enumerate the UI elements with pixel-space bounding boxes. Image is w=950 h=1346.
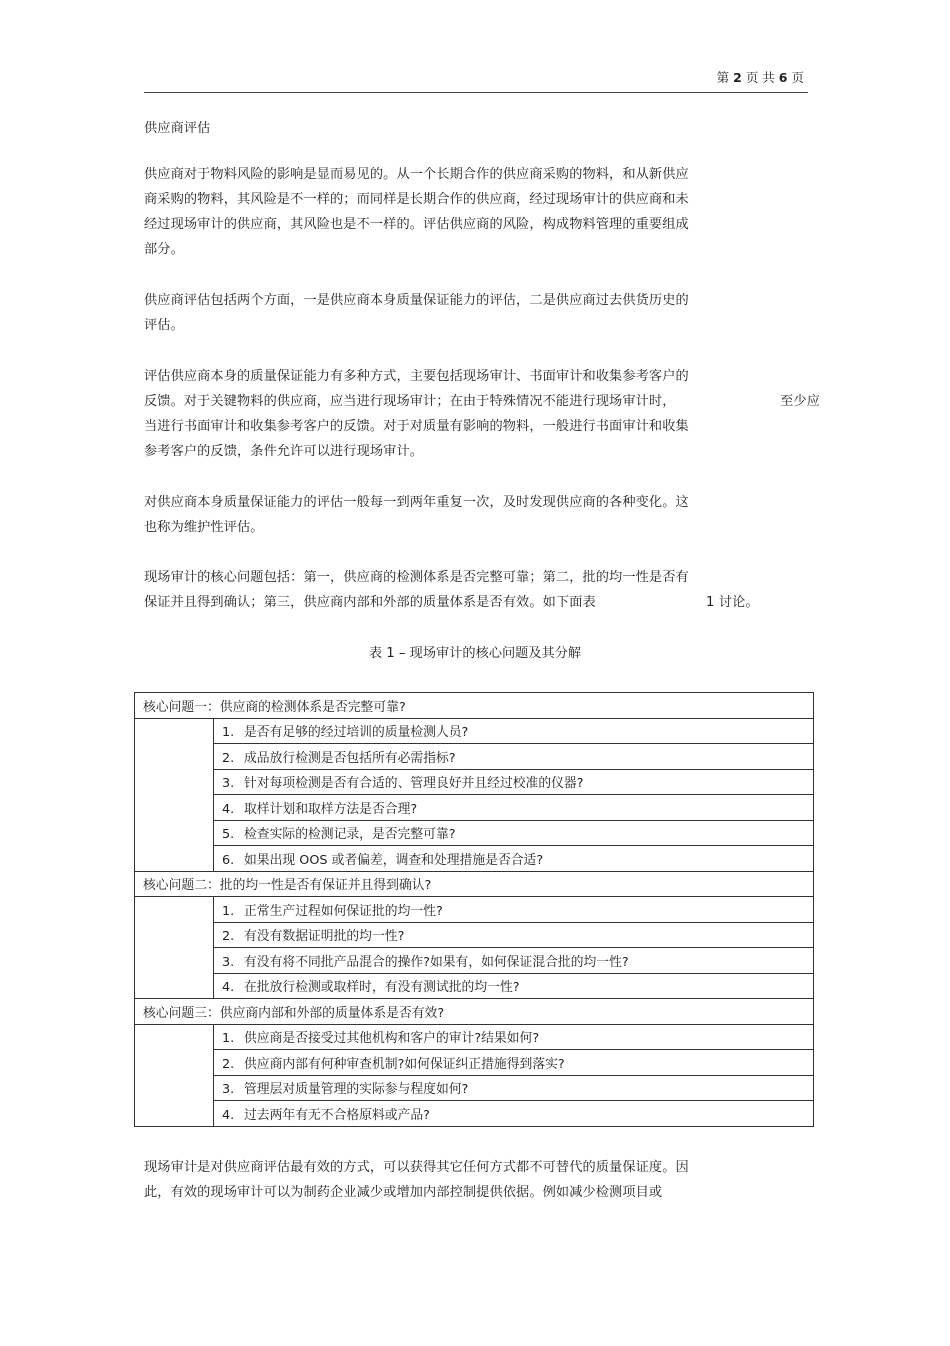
table-caption: 表 1 – 现场审计的核心问题及其分解 <box>368 646 582 661</box>
paragraph-5: 现场审计的核心问题包括：第一，供应商的检测体系是否完整可靠；第二，批的均一性是否有 保证并且得到确认；第三，供应商内部和外部的质量体系是否有效。如下面表 1 讨论。 <box>144 565 764 615</box>
p3-line2-tail: 至少应 <box>780 394 820 409</box>
table-row <box>135 922 814 948</box>
p5-line2-tail: 1 讨论。 <box>706 595 759 610</box>
group-title: 核心问题三：供应商内部和外部的质量体系是否有效? <box>135 999 814 1025</box>
indent-cell <box>135 718 214 871</box>
question-cell: 1. 是否有足够的经过培训的质量检测人员? <box>214 718 814 744</box>
group-title: 核心问题二：批的均一性是否有保证并且得到确认? <box>135 871 814 897</box>
table-row <box>135 846 814 872</box>
question-cell: 4. 取样计划和取样方法是否合理? <box>214 795 814 821</box>
question-cell: 4. 在批放行检测或取样时，有没有测试批的均一性? <box>214 973 814 999</box>
question-cell: 5. 检查实际的检测记录，是否完整可靠? <box>214 820 814 846</box>
table-row <box>135 1050 814 1076</box>
question-cell: 1. 供应商是否接受过其他机构和客户的审计?结果如何? <box>214 1024 814 1050</box>
table-row <box>135 820 814 846</box>
question-cell: 2. 供应商内部有何种审查机制?如何保证纠正措施得到落实? <box>214 1050 814 1076</box>
question-cell: 3. 有没有将不同批产品混合的操作?如果有，如何保证混合批的均一性? <box>214 948 814 974</box>
question-cell: 2. 成品放行检测是否包括所有必需指标? <box>214 744 814 770</box>
table-row <box>135 948 814 974</box>
question-cell: 3. 针对每项检测是否有合适的、管理良好并且经过校准的仪器? <box>214 769 814 795</box>
indent-cell <box>135 897 214 999</box>
table-row <box>135 769 814 795</box>
table-row <box>135 1075 814 1101</box>
table-group-header <box>135 999 814 1025</box>
page-number: 第 2 页 共 6 页 <box>716 70 804 85</box>
question-cell: 2. 有没有数据证明批的均一性? <box>214 922 814 948</box>
table-group-header <box>135 871 814 897</box>
paragraph-3: 评估供应商本身的质量保证能力有多种方式，主要包括现场审计、书面审计和收集参考客户的 反馈。对于关键物料的供应商，应当进行现场审计；在由于特殊情况不能进行现场审计时， 至少应 当进行书面审计和收集参考客户的反馈。对于对质量有影响的物料，一般进行书面审计和收集 参考客户的反馈，条件允许可以进行现场审计。 <box>144 369 820 459</box>
question-cell: 1. 正常生产过程如何保证批的均一性? <box>214 897 814 923</box>
indent-cell <box>135 1024 214 1126</box>
table-group-header <box>135 693 814 719</box>
table-row <box>135 973 814 999</box>
question-cell: 4. 过去两年有无不合格原料或产品? <box>214 1101 814 1127</box>
group-title: 核心问题一：供应商的检测体系是否完整可靠? <box>135 693 814 719</box>
table-row <box>135 1024 814 1050</box>
paragraph-4: 对供应商本身质量保证能力的评估一般每一到两年重复一次，及时发现供应商的各种变化。这 也称为维护性评估。 <box>144 495 689 535</box>
table-row <box>135 897 814 923</box>
closing-paragraph: 现场审计是对供应商评估最有效的方式，可以获得其它任何方式都不可替代的质量保证度。因 此，有效的现场审计可以为制药企业减少或增加内部控制提供依据。例如减少检测项目或 <box>144 1160 689 1200</box>
paragraph-2: 供应商评估包括两个方面，一是供应商本身质量保证能力的评估，二是供应商过去供货历史的 评估。 <box>144 293 689 333</box>
table-row <box>135 718 814 744</box>
page-header <box>144 68 808 93</box>
table-row <box>135 744 814 770</box>
question-cell: 3. 管理层对质量管理的实际参与程度如何? <box>214 1075 814 1101</box>
table-row <box>135 1101 814 1127</box>
question-cell: 6. 如果出现 OOS 或者偏差，调查和处理措施是否合适? <box>214 846 814 872</box>
audit-core-questions-table <box>134 692 814 1127</box>
table-row <box>135 795 814 821</box>
section-title: 供应商评估 <box>144 121 211 136</box>
paragraph-1: 供应商对于物料风险的影响是显而易见的。从一个长期合作的供应商采购的物料，和从新供应 商采购的物料，其风险是不一样的；而同样是长期合作的供应商，经过现场审计的供应商和未 经过现场审计的供应商，其风险也是不一样的。评估供应商的风险，构成物料管理的重要组成 部分。 <box>144 167 689 257</box>
